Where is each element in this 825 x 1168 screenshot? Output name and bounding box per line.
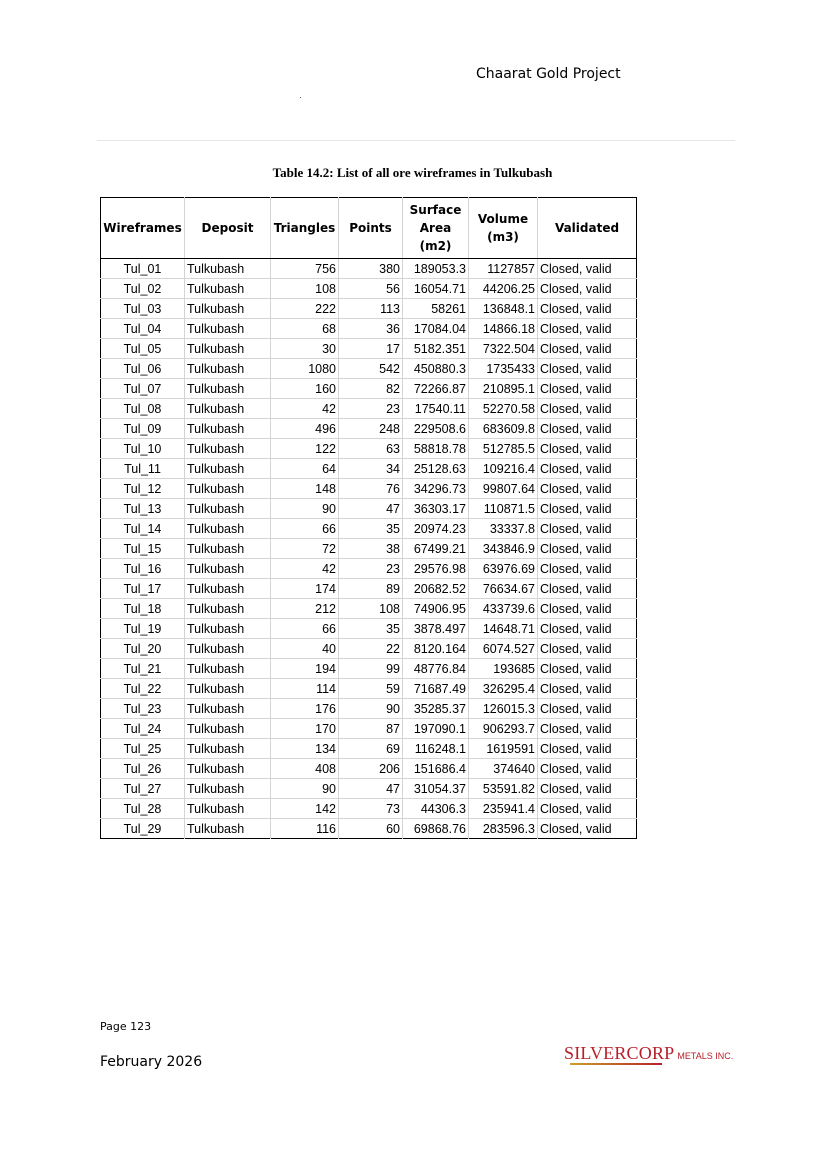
column-header-deposit [185, 198, 271, 259]
table-row [101, 619, 637, 639]
cell-surface-area: 20682.52 [403, 579, 469, 599]
silvercorp-logo [564, 1043, 733, 1064]
column-header-validated [538, 198, 637, 259]
cell-volume: 235941.4 [469, 799, 538, 819]
cell-wireframes: Tul_26 [101, 759, 185, 779]
cell-deposit: Tulkubash [185, 399, 271, 419]
cell-volume: 44206.25 [469, 279, 538, 299]
cell-points: 38 [339, 539, 403, 559]
cell-triangles: 40 [271, 639, 339, 659]
cell-volume: 14648.71 [469, 619, 538, 639]
cell-surface-area: 31054.37 [403, 779, 469, 799]
cell-validated: Closed, valid [540, 821, 612, 836]
cell-wireframes: Tul_10 [101, 439, 185, 459]
cell-triangles: 160 [271, 379, 339, 399]
cell-validated: Closed, valid [538, 439, 637, 459]
column-header-surface-area [403, 198, 469, 259]
cell-volume: 53591.82 [469, 779, 538, 799]
cell-deposit: Tulkubash [185, 539, 271, 559]
cell-triangles: 72 [271, 539, 339, 559]
cell-validated: Closed, valid [538, 319, 637, 339]
table-row [101, 719, 637, 739]
cell-points: 22 [339, 639, 403, 659]
cell-surface-area: 58261 [403, 299, 469, 319]
cell-points: 76 [339, 479, 403, 499]
cell-volume: 433739.6 [469, 599, 538, 619]
header-text: Triangles [273, 221, 336, 235]
cell-points: 56 [339, 279, 403, 299]
cell-validated: Closed, valid [538, 619, 637, 639]
cell-surface-area: 189053.3 [403, 259, 469, 279]
cell-surface-area: 5182.351 [403, 339, 469, 359]
cell-wireframes: Tul_11 [101, 459, 185, 479]
cell-volume: 126015.3 [469, 699, 538, 719]
cell-surface-area: 17084.04 [403, 319, 469, 339]
cell-deposit: Tulkubash [185, 559, 271, 579]
cell-triangles: 148 [271, 479, 339, 499]
cell-surface-area: 74906.95 [403, 599, 469, 619]
table-row [101, 499, 637, 519]
cell-volume: 283596.3 [469, 819, 538, 839]
cell-points: 69 [339, 739, 403, 759]
cell-validated: Closed, valid [538, 499, 637, 519]
header-text: Area (m2) [419, 221, 452, 253]
cell-deposit: Tulkubash [185, 739, 271, 759]
table-header-row [101, 198, 637, 259]
cell-triangles: 90 [271, 499, 339, 519]
page-number: Page 123 [100, 1020, 152, 1033]
cell-deposit: Tulkubash [185, 439, 271, 459]
table-row [101, 759, 637, 779]
cell-validated: Closed, valid [538, 479, 637, 499]
table-row [101, 819, 637, 839]
cell-points: 206 [339, 759, 403, 779]
cell-volume: 109216.4 [469, 459, 538, 479]
cell-validated: Closed, valid [538, 799, 637, 819]
wireframes-table-container [100, 197, 637, 839]
document-date: February 2026 [100, 1054, 203, 1070]
cell-surface-area: 29576.98 [403, 559, 469, 579]
cell-deposit: Tulkubash [185, 459, 271, 479]
column-header-wireframes [101, 198, 185, 259]
cell-validated: Closed, valid [538, 659, 637, 679]
cell-triangles: 30 [271, 339, 339, 359]
cell-points: 542 [339, 359, 403, 379]
cell-surface-area: 67499.21 [403, 539, 469, 559]
cell-deposit: Tulkubash [185, 679, 271, 699]
table-row [101, 379, 637, 399]
cell-validated: Closed, valid [538, 419, 637, 439]
cell-volume: 1619591 [469, 739, 538, 759]
cell-wireframes: Tul_28 [101, 799, 185, 819]
column-header-volume [469, 198, 538, 259]
cell-validated: Closed, valid [538, 739, 637, 759]
cell-wireframes: Tul_23 [101, 699, 185, 719]
cell-volume: 343846.9 [469, 539, 538, 559]
cell-wireframes: Tul_15 [101, 539, 185, 559]
cell-validated: Closed, valid [538, 579, 637, 599]
table-row [101, 519, 637, 539]
cell-wireframes: Tul_24 [101, 719, 185, 739]
table-row [101, 599, 637, 619]
cell-validated: Closed, valid [538, 759, 637, 779]
cell-validated: Closed, valid [538, 699, 637, 719]
cell-triangles: 496 [271, 419, 339, 439]
cell-triangles: 42 [271, 559, 339, 579]
cell-triangles: 756 [271, 259, 339, 279]
header-divider [97, 140, 735, 141]
cell-volume: 63976.69 [469, 559, 538, 579]
cell-wireframes: Tul_12 [101, 479, 185, 499]
cell-deposit: Tulkubash [185, 719, 271, 739]
logo-subtext: METALS INC. [677, 1051, 734, 1061]
cell-wireframes: Tul_27 [101, 779, 185, 799]
cell-surface-area: 229508.6 [403, 419, 469, 439]
table-row [101, 579, 637, 599]
cell-triangles: 108 [271, 279, 339, 299]
cell-deposit: Tulkubash [185, 799, 271, 819]
cell-volume: 76634.67 [469, 579, 538, 599]
cell-deposit: Tulkubash [185, 479, 271, 499]
cell-validated: Closed, valid [538, 639, 637, 659]
cell-points: 59 [339, 679, 403, 699]
table-row [101, 399, 637, 419]
cell-triangles: 142 [271, 799, 339, 819]
table-body [101, 259, 637, 839]
cell-points: 108 [339, 599, 403, 619]
cell-triangles: 194 [271, 659, 339, 679]
table-row [101, 779, 637, 799]
cell-deposit: Tulkubash [185, 759, 271, 779]
cell-points: 35 [339, 619, 403, 639]
cell-points: 60 [339, 819, 403, 839]
cell-surface-area: 8120.164 [403, 639, 469, 659]
cell-wireframes: Tul_25 [101, 739, 185, 759]
cell-deposit: Tulkubash [185, 619, 271, 639]
cell-surface-area: 20974.23 [403, 519, 469, 539]
table-caption: Table 14.2: List of all ore wireframes in Tulkubash [272, 165, 553, 180]
cell-validated: Closed, valid [538, 339, 637, 359]
cell-wireframes: Tul_08 [101, 399, 185, 419]
table-row [101, 259, 637, 279]
cell-wireframes: Tul_05 [101, 339, 185, 359]
header-text: Surface [409, 203, 462, 217]
cell-points: 35 [339, 519, 403, 539]
table-row [101, 459, 637, 479]
cell-wireframes: Tul_16 [101, 559, 185, 579]
cell-points: 113 [339, 299, 403, 319]
column-header-triangles [271, 198, 339, 259]
cell-surface-area: 116248.1 [403, 739, 469, 759]
cell-deposit: Tulkubash [185, 599, 271, 619]
cell-validated: Closed, valid [538, 719, 637, 739]
cell-triangles: 66 [271, 619, 339, 639]
cell-validated: Closed, valid [538, 539, 637, 559]
cell-points: 380 [339, 259, 403, 279]
cell-deposit: Tulkubash [185, 499, 271, 519]
cell-deposit: Tulkubash [185, 259, 271, 279]
cell-triangles: 1080 [271, 359, 339, 379]
cell-volume: 6074.527 [469, 639, 538, 659]
cell-wireframes: Tul_02 [101, 279, 185, 299]
cell-volume: 110871.5 [469, 499, 538, 519]
table-row [101, 359, 637, 379]
cell-deposit: Tulkubash [185, 639, 271, 659]
cell-volume: 210895.1 [469, 379, 538, 399]
table-row [101, 479, 637, 499]
cell-surface-area: 197090.1 [403, 719, 469, 739]
cell-volume: 136848.1 [469, 299, 538, 319]
table-row [101, 539, 637, 559]
cell-validated: Closed, valid [538, 679, 637, 699]
cell-validated: Closed, valid [538, 379, 637, 399]
cell-volume: 193685 [469, 659, 538, 679]
cell-points: 73 [339, 799, 403, 819]
cell-points: 23 [339, 559, 403, 579]
cell-points: 23 [339, 399, 403, 419]
cell-wireframes: Tul_29 [101, 819, 185, 839]
cell-volume: 374640 [469, 759, 538, 779]
cell-deposit: Tulkubash [185, 379, 271, 399]
cell-volume: 7322.504 [469, 339, 538, 359]
cell-deposit: Tulkubash [185, 299, 271, 319]
cell-points: 63 [339, 439, 403, 459]
cell-wireframes: Tul_22 [101, 679, 185, 699]
cell-points: 82 [339, 379, 403, 399]
cell-points: 47 [339, 499, 403, 519]
table-row [101, 279, 637, 299]
cell-triangles: 90 [271, 779, 339, 799]
header-text: (m3) [487, 230, 519, 244]
cell-wireframes: Tul_20 [101, 639, 185, 659]
cell-deposit: Tulkubash [185, 699, 271, 719]
cell-triangles: 66 [271, 519, 339, 539]
cell-points: 36 [339, 319, 403, 339]
cell-volume: 33337.8 [469, 519, 538, 539]
cell-points: 89 [339, 579, 403, 599]
cell-triangles: 68 [271, 319, 339, 339]
header-title: Chaarat Gold Project [476, 66, 621, 82]
logo-wordmark: SILVERCORP [564, 1043, 675, 1063]
cell-surface-area: 44306.3 [403, 799, 469, 819]
cell-triangles: 42 [271, 399, 339, 419]
cell-validated: Closed, valid [538, 559, 637, 579]
cell-volume: 1735433 [469, 359, 538, 379]
cell-surface-area: 34296.73 [403, 479, 469, 499]
cell-triangles: 64 [271, 459, 339, 479]
cell-wireframes: Tul_01 [101, 259, 185, 279]
table-row [101, 659, 637, 679]
stray-dot [300, 97, 301, 98]
cell-volume: 683609.8 [469, 419, 538, 439]
cell-surface-area: 17540.11 [403, 399, 469, 419]
cell-points: 90 [339, 699, 403, 719]
cell-triangles: 134 [271, 739, 339, 759]
table-row [101, 699, 637, 719]
header-text: Wireframes [103, 221, 182, 235]
cell-surface-area: 58818.78 [403, 439, 469, 459]
cell-wireframes: Tul_18 [101, 599, 185, 619]
cell-volume: 99807.64 [469, 479, 538, 499]
cell-deposit: Tulkubash [185, 319, 271, 339]
column-header-points [339, 198, 403, 259]
cell-triangles: 122 [271, 439, 339, 459]
cell-surface-area: 3878.497 [403, 619, 469, 639]
cell-volume: 326295.4 [469, 679, 538, 699]
cell-validated: Closed, valid [538, 299, 637, 319]
cell-surface-area: 151686.4 [403, 759, 469, 779]
cell-surface-area: 72266.87 [403, 379, 469, 399]
cell-deposit: Tulkubash [185, 339, 271, 359]
cell-deposit: Tulkubash [185, 659, 271, 679]
cell-validated: Closed, valid [538, 599, 637, 619]
table-row [101, 799, 637, 819]
table-row [101, 299, 637, 319]
cell-surface-area: 450880.3 [403, 359, 469, 379]
table-row [101, 339, 637, 359]
wireframes-table [100, 197, 637, 839]
cell-validated: Closed, valid [538, 359, 637, 379]
table-row [101, 439, 637, 459]
cell-points: 17 [339, 339, 403, 359]
cell-volume: 1127857 [469, 259, 538, 279]
header-text: Validated [554, 221, 620, 235]
cell-volume: 14866.18 [469, 319, 538, 339]
cell-deposit: Tulkubash [185, 419, 271, 439]
cell-validated: Closed, valid [538, 259, 637, 279]
cell-surface-area: 69868.76 [403, 819, 469, 839]
cell-deposit: Tulkubash [185, 519, 271, 539]
cell-wireframes: Tul_21 [101, 659, 185, 679]
cell-surface-area: 25128.63 [403, 459, 469, 479]
cell-surface-area: 35285.37 [403, 699, 469, 719]
cell-points: 47 [339, 779, 403, 799]
cell-wireframes: Tul_17 [101, 579, 185, 599]
cell-deposit: Tulkubash [185, 279, 271, 299]
cell-validated: Closed, valid [538, 459, 637, 479]
cell-triangles: 176 [271, 699, 339, 719]
cell-wireframes: Tul_13 [101, 499, 185, 519]
cell-wireframes: Tul_19 [101, 619, 185, 639]
cell-wireframes: Tul_03 [101, 299, 185, 319]
cell-triangles: 116 [271, 819, 339, 839]
cell-wireframes: Tul_04 [101, 319, 185, 339]
cell-triangles: 174 [271, 579, 339, 599]
cell-validated: Closed, valid [538, 779, 637, 799]
table-row [101, 679, 637, 699]
cell-triangles: 114 [271, 679, 339, 699]
cell-points: 34 [339, 459, 403, 479]
cell-volume: 52270.58 [469, 399, 538, 419]
cell-validated: Closed, valid [538, 399, 637, 419]
table-row [101, 739, 637, 759]
cell-points: 87 [339, 719, 403, 739]
cell-triangles: 212 [271, 599, 339, 619]
header-text: Deposit [201, 221, 254, 235]
cell-triangles: 408 [271, 759, 339, 779]
cell-triangles: 170 [271, 719, 339, 739]
table-row [101, 559, 637, 579]
table-row [101, 639, 637, 659]
cell-points: 99 [339, 659, 403, 679]
cell-points: 248 [339, 419, 403, 439]
cell-wireframes: Tul_06 [101, 359, 185, 379]
table-row [101, 419, 637, 439]
cell-surface-area: 48776.84 [403, 659, 469, 679]
cell-surface-area: 36303.17 [403, 499, 469, 519]
cell-deposit: Tulkubash [185, 779, 271, 799]
header-text: Volume [477, 212, 529, 226]
cell-surface-area: 16054.71 [403, 279, 469, 299]
cell-volume: 512785.5 [469, 439, 538, 459]
cell-triangles: 222 [271, 299, 339, 319]
cell-validated: Closed, valid [538, 279, 637, 299]
cell-wireframes: Tul_14 [101, 519, 185, 539]
cell-deposit: Tulkubash [185, 819, 271, 839]
cell-validated: Closed, valid [538, 519, 637, 539]
cell-deposit: Tulkubash [185, 579, 271, 599]
cell-deposit: Tulkubash [185, 359, 271, 379]
cell-wireframes: Tul_09 [101, 419, 185, 439]
cell-surface-area: 71687.49 [403, 679, 469, 699]
table-row [101, 319, 637, 339]
header-text: Points [349, 221, 392, 235]
cell-volume: 906293.7 [469, 719, 538, 739]
cell-wireframes: Tul_07 [101, 379, 185, 399]
logo-swoosh [570, 1063, 662, 1065]
